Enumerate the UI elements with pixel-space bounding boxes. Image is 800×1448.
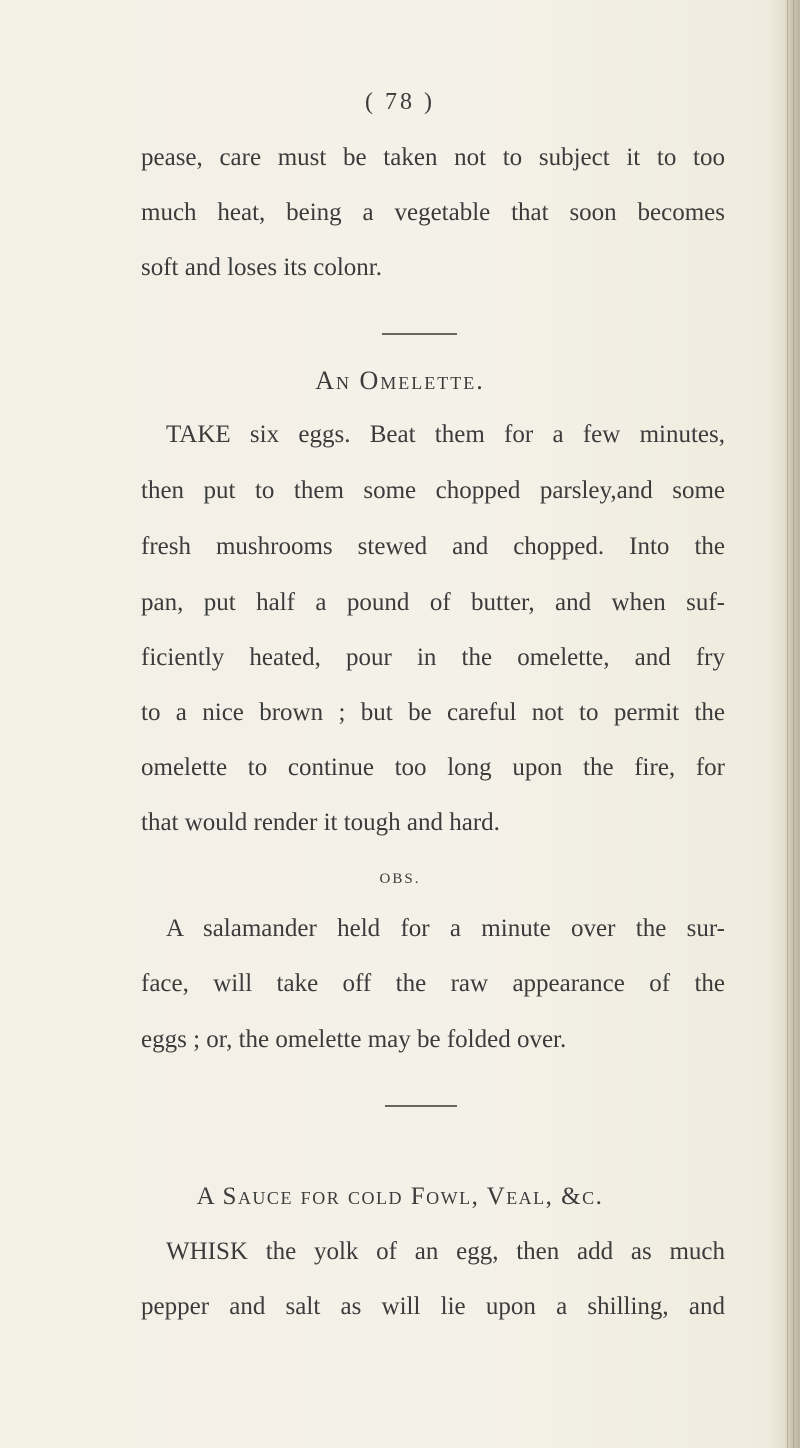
- text-line: pan, put half a pound of butter, and when suf-: [141, 589, 725, 616]
- text-line: face, will take off the raw appearance of the: [141, 970, 725, 997]
- text-line: ficiently heated, pour in the omelette, and fry: [141, 644, 725, 671]
- page-number: ( 78 ): [365, 89, 435, 115]
- text-line: to a nice brown ; but be careful not to permit the: [141, 699, 725, 726]
- text-line: omelette to continue too long upon the fire, for: [141, 754, 725, 781]
- text-line: pease, care must be taken not to subject it to too: [141, 144, 725, 171]
- section-divider: [385, 1105, 457, 1107]
- text-line: that would render it tough and hard.: [141, 809, 500, 836]
- text-line: fresh mushrooms stewed and chopped. Into the: [141, 533, 725, 560]
- section-heading: A Sauce for cold Fowl, Veal, &c.: [196, 1183, 604, 1210]
- edge-line: [793, 0, 794, 1448]
- text-line: pepper and salt as will lie upon a shilling, and: [141, 1293, 725, 1320]
- text-line: TAKE six eggs. Beat them for a few minutes,: [166, 421, 725, 448]
- section-divider: [382, 333, 457, 335]
- text-line: A salamander held for a minute over the sur-: [166, 915, 725, 942]
- text-line: then put to them some chopped parsley,and some: [141, 477, 725, 504]
- text-line: WHISK the yolk of an egg, then add as much: [166, 1238, 725, 1265]
- edge-line: [787, 0, 788, 1448]
- text-line: eggs ; or, the omelette may be folded over.: [141, 1026, 567, 1053]
- text-line: much heat, being a vegetable that soon becomes: [141, 199, 725, 226]
- text-line: soft and loses its colonr.: [141, 254, 382, 281]
- page-edge: [784, 0, 800, 1448]
- obs-label: OBS.: [379, 871, 421, 887]
- section-heading: An Omelette.: [315, 366, 485, 395]
